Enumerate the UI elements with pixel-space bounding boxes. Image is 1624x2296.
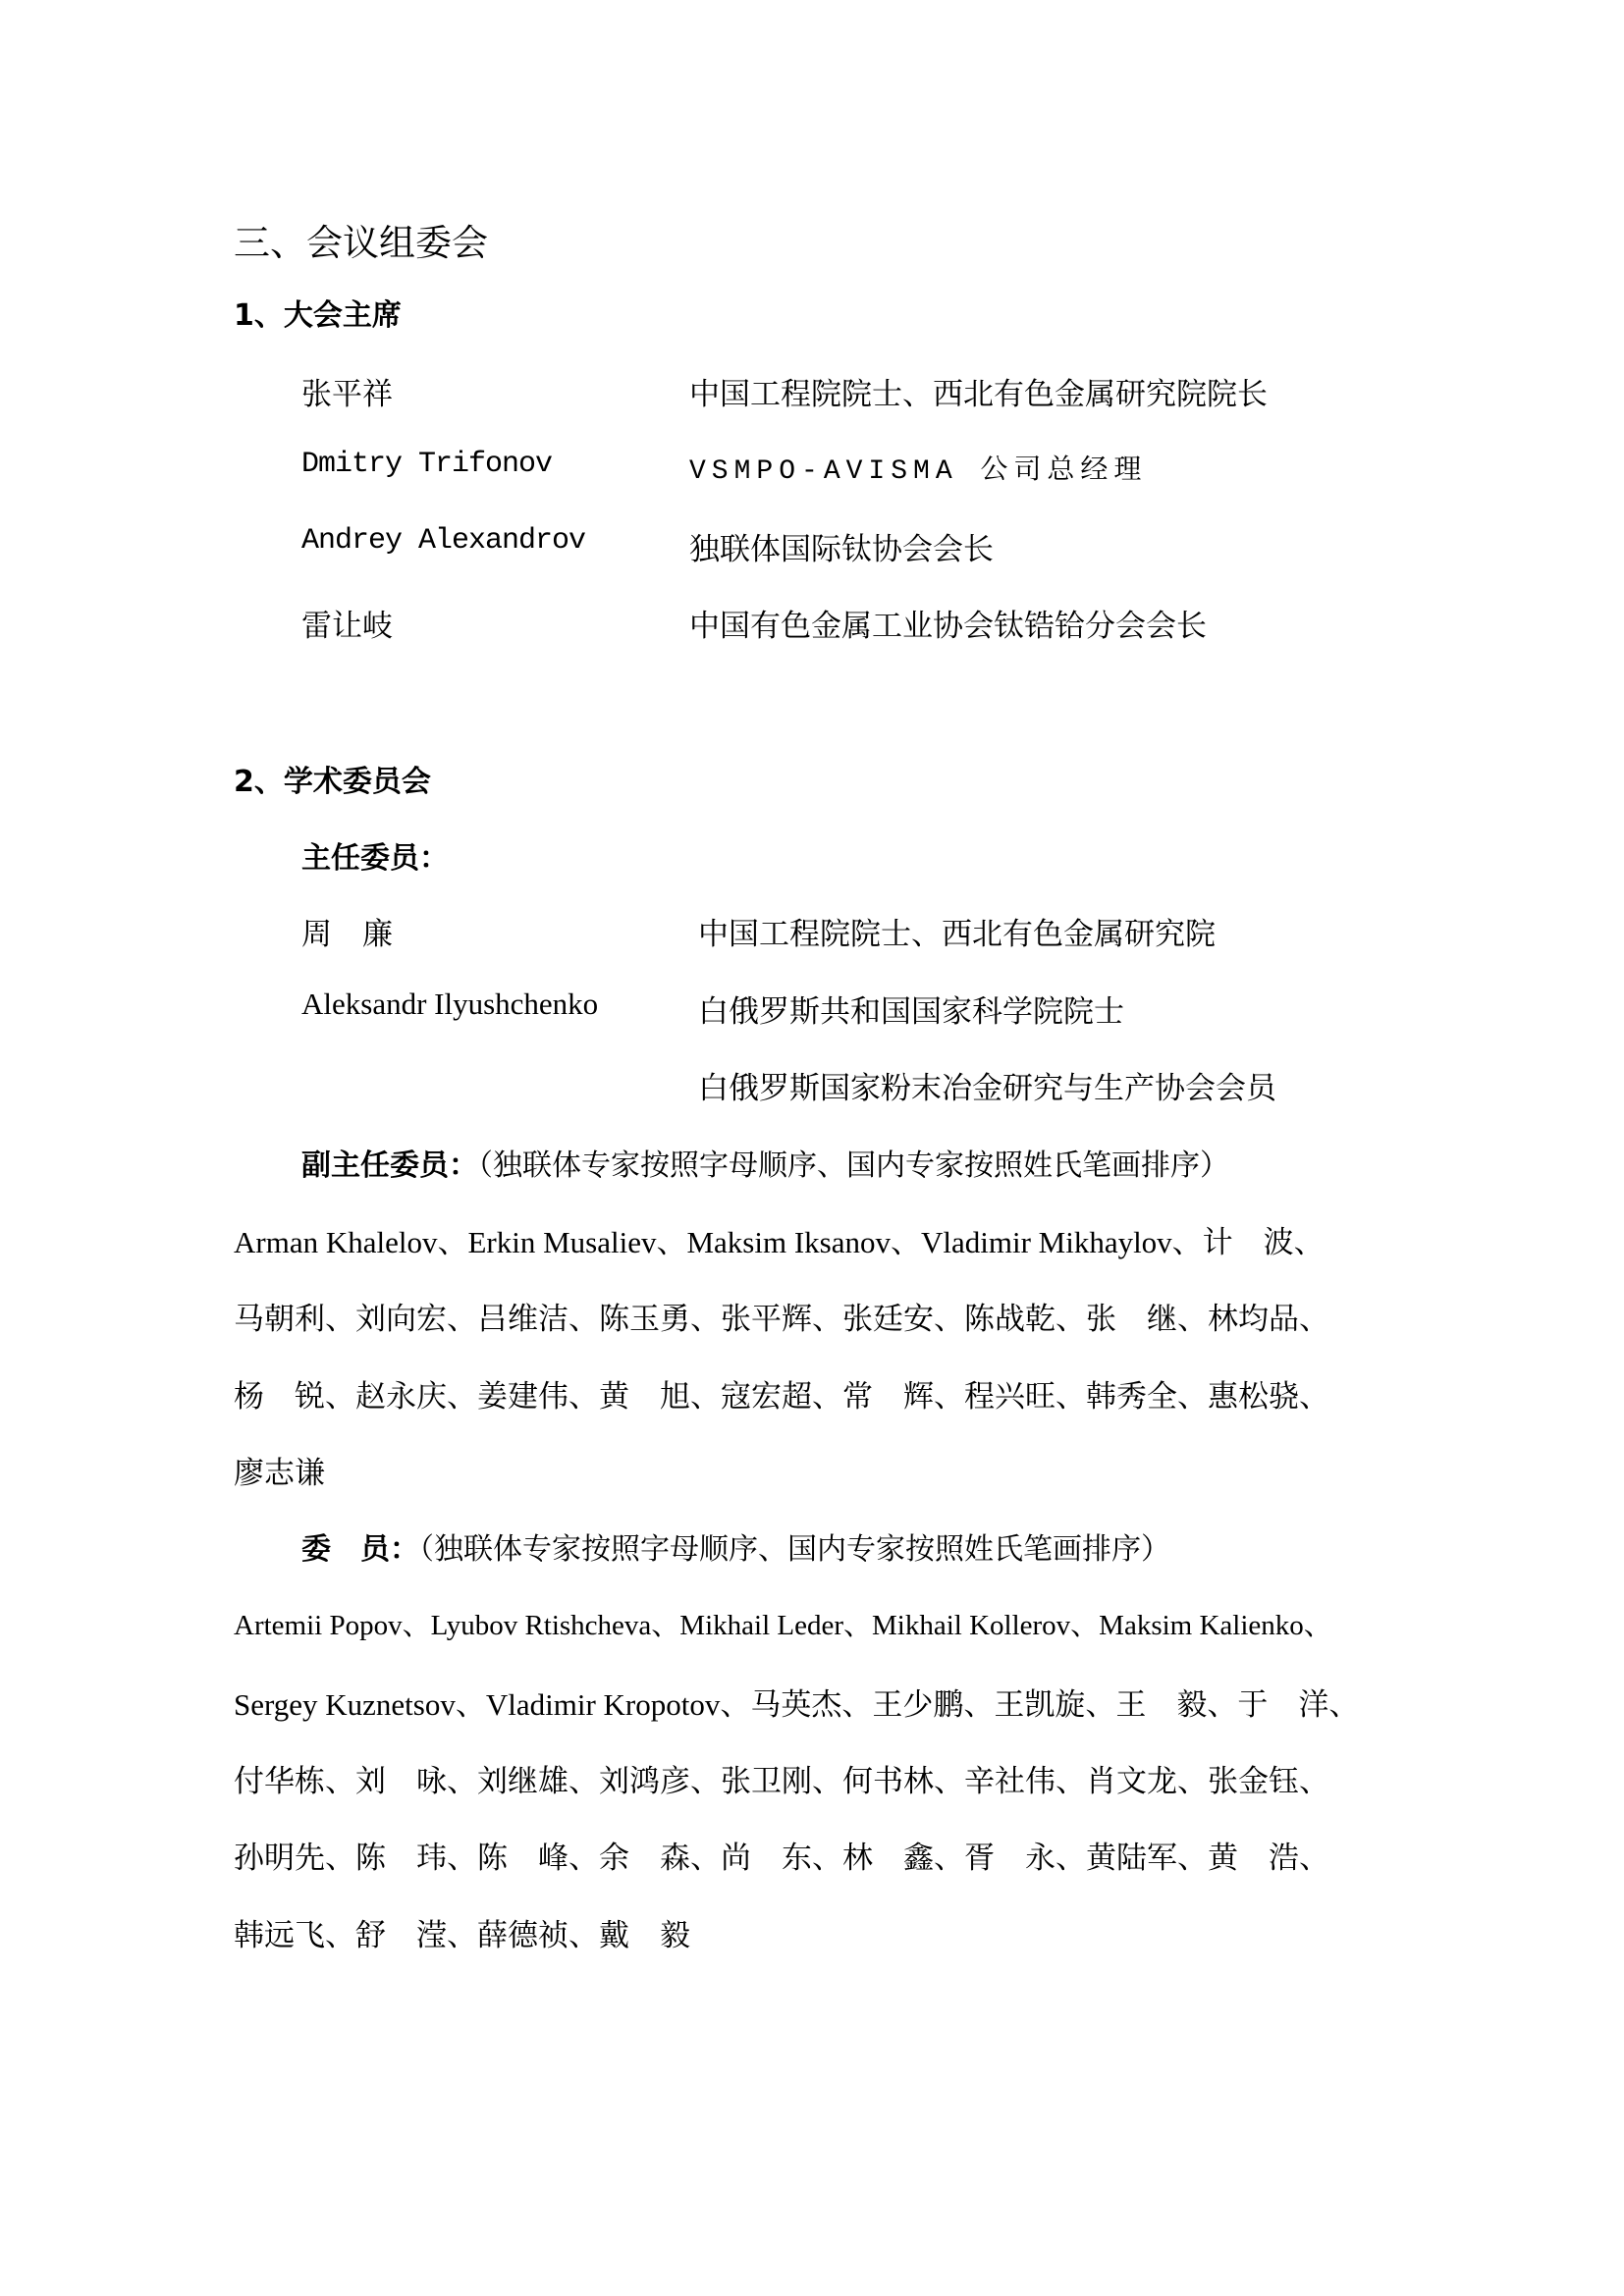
section-title-academic: 2、学术委员会 [234, 765, 431, 799]
chair-name: 张平祥 [301, 377, 393, 412]
deputy-line: Arman Khalelov、Erkin Musaliev、Maksim Iksanov、Vladimir Mikhaylov、计 波、 [234, 1225, 1325, 1259]
deputy-line: 马朝利、刘向宏、吕维洁、陈玉勇、张平辉、张廷安、陈战乾、张 继、林均品、 [234, 1302, 1329, 1336]
chair-role: 独联体国际钛协会会长 [689, 532, 994, 567]
chair-name: Dmitry Trifonov [301, 448, 553, 481]
members-label: 委 员： [301, 1532, 419, 1567]
deputy-note: （独联体专家按照字母顺序、国内专家按照姓氏笔画排序） [478, 1148, 1229, 1183]
member-line: Sergey Kuznetsov、Vladimir Kropotov、马英杰、王少鹏、王凯旋、王 毅、于 洋、 [234, 1687, 1360, 1722]
section-title-chairs: 1、大会主席 [234, 298, 402, 333]
chair-role: 中国工程院院士、西北有色金属研究院院长 [689, 377, 1268, 412]
page-heading: 三、会议组委会 [234, 222, 488, 264]
member-line: 韩远飞、舒 滢、薛德祯、戴 毅 [234, 1918, 690, 1952]
director-name: 周 廉 [301, 917, 393, 952]
chair-name: Andrey Alexandrov [301, 524, 586, 558]
director-role: 白俄罗斯国家粉末冶金研究与生产协会会员 [698, 1071, 1276, 1106]
directors-label: 主任委员： [301, 841, 449, 876]
member-line: 孙明先、陈 玮、陈 峰、余 森、尚 东、林 鑫、胥 永、黄陆军、黄 浩、 [234, 1841, 1329, 1875]
chair-role-text: VSMPO-AVISMA 公司总经理 [689, 456, 1148, 487]
director-name: Aleksandr Ilyushchenko [301, 987, 599, 1021]
deputy-line: 廖志谦 [234, 1456, 325, 1490]
deputy-line: 杨 锐、赵永庆、姜建伟、黄 旭、寇宏超、常 辉、程兴旺、韩秀全、惠松骁、 [234, 1379, 1329, 1414]
chair-role [689, 448, 1147, 487]
deputy-label: 副主任委员： [301, 1148, 478, 1183]
deputy-header [301, 1141, 1229, 1184]
members-header [301, 1524, 1170, 1568]
member-line: 付华栋、刘 咏、刘继雄、刘鸿彦、张卫刚、何书林、辛社伟、肖文龙、张金钰、 [234, 1764, 1329, 1798]
chair-role: 中国有色金属工业协会钛锆铪分会会长 [689, 609, 1207, 644]
member-line: Artemii Popov、Lyubov Rtishcheva、Mikhail Leder、Mikhail Kollerov、Maksim Kalienko、 [234, 1610, 1332, 1641]
director-role: 中国工程院院士、西北有色金属研究院 [698, 917, 1216, 952]
director-role: 白俄罗斯共和国国家科学院院士 [698, 994, 1124, 1030]
members-note: （独联体专家按照字母顺序、国内专家按照姓氏笔画排序） [419, 1532, 1170, 1567]
chair-name: 雷让岐 [301, 609, 393, 644]
